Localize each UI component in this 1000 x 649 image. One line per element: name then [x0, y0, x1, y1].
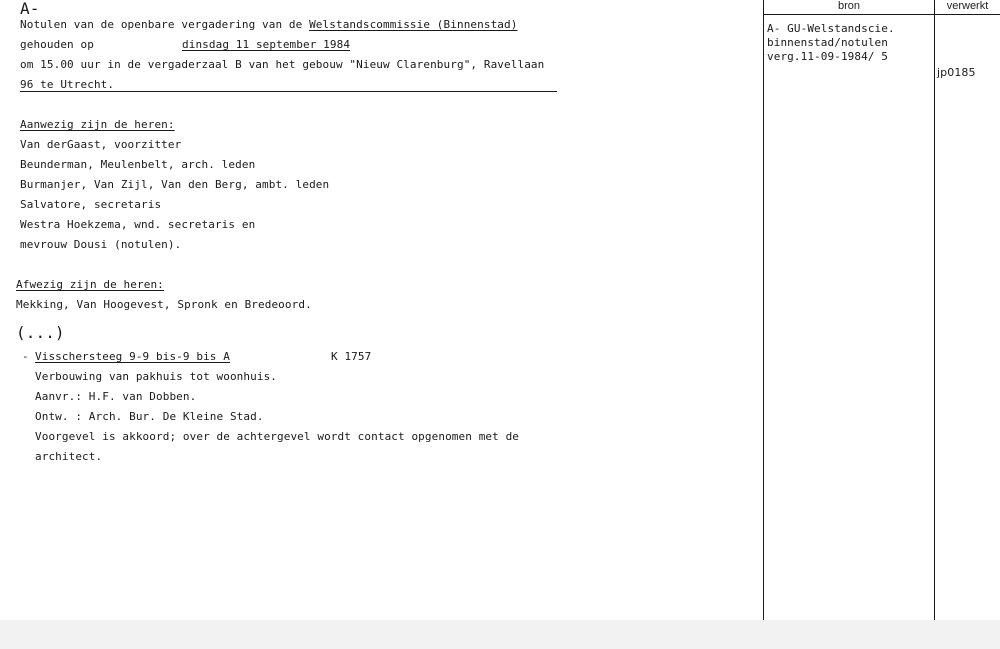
location-line-1: om 15.00 uur in de vergaderzaal B van het gebouw "Nieuw Clarenburg", Ravellaan	[20, 58, 545, 71]
present-item: Salvatore, secretaris	[20, 198, 162, 211]
absent-heading: Afwezig zijn de heren:	[16, 278, 164, 291]
item-address: Visschersteeg 9-9 bis-9 bis A	[35, 350, 230, 363]
absent-list: Mekking, Van Hoogevest, Spronk en Bredeoord.	[16, 298, 312, 311]
bron-header: bron	[837, 0, 861, 12]
heading-rule	[20, 91, 557, 92]
item-dash: -	[22, 350, 29, 363]
held-label: gehouden op	[20, 38, 94, 51]
title-prefix: Notulen van de openbare vergadering van de	[20, 18, 310, 31]
item-line: architect.	[35, 450, 103, 463]
scan-margin	[0, 620, 1000, 649]
source-line: binnenstad/notulen	[767, 36, 889, 49]
present-item: Burmanjer, Van Zijl, Van den Berg, ambt. leden	[20, 178, 330, 191]
bron-column-divider	[763, 0, 764, 620]
omission-marker: (...)	[16, 323, 65, 342]
meeting-date: dinsdag 11 september 1984	[182, 38, 351, 51]
commission-name: Welstandscommissie (Binnenstad)	[309, 18, 518, 31]
present-item: Westra Hoekzema, wnd. secretaris en	[20, 218, 256, 231]
document-marker: A-	[20, 0, 40, 18]
location-line-2: 96 te Utrecht.	[20, 78, 115, 91]
item-line: Ontw. : Arch. Bur. De Kleine Stad.	[35, 410, 264, 423]
item-line: Voorgevel is akkoord; over de achtergevel wordt contact opgenomen met de	[35, 430, 520, 443]
item-line: Aanvr.: H.F. van Dobben.	[35, 390, 197, 403]
verwerkt-header: verwerkt	[946, 0, 989, 12]
item-dossier-code: K 1757	[331, 350, 372, 363]
title-line	[20, 18, 517, 31]
present-item: mevrouw Dousi (notulen).	[20, 238, 182, 251]
present-item: Beunderman, Meulenbelt, arch. leden	[20, 158, 256, 171]
processed-code: jp0185	[937, 66, 976, 79]
source-line: verg.11-09-1984/ 5	[767, 50, 889, 63]
source-line: A- GU-Welstandscie.	[767, 22, 895, 35]
header-rule	[763, 14, 1000, 15]
item-line: Verbouwing van pakhuis tot woonhuis.	[35, 370, 278, 383]
verwerkt-column-divider	[934, 0, 935, 620]
present-heading: Aanwezig zijn de heren:	[20, 118, 175, 131]
present-item: Van derGaast, voorzitter	[20, 138, 182, 151]
